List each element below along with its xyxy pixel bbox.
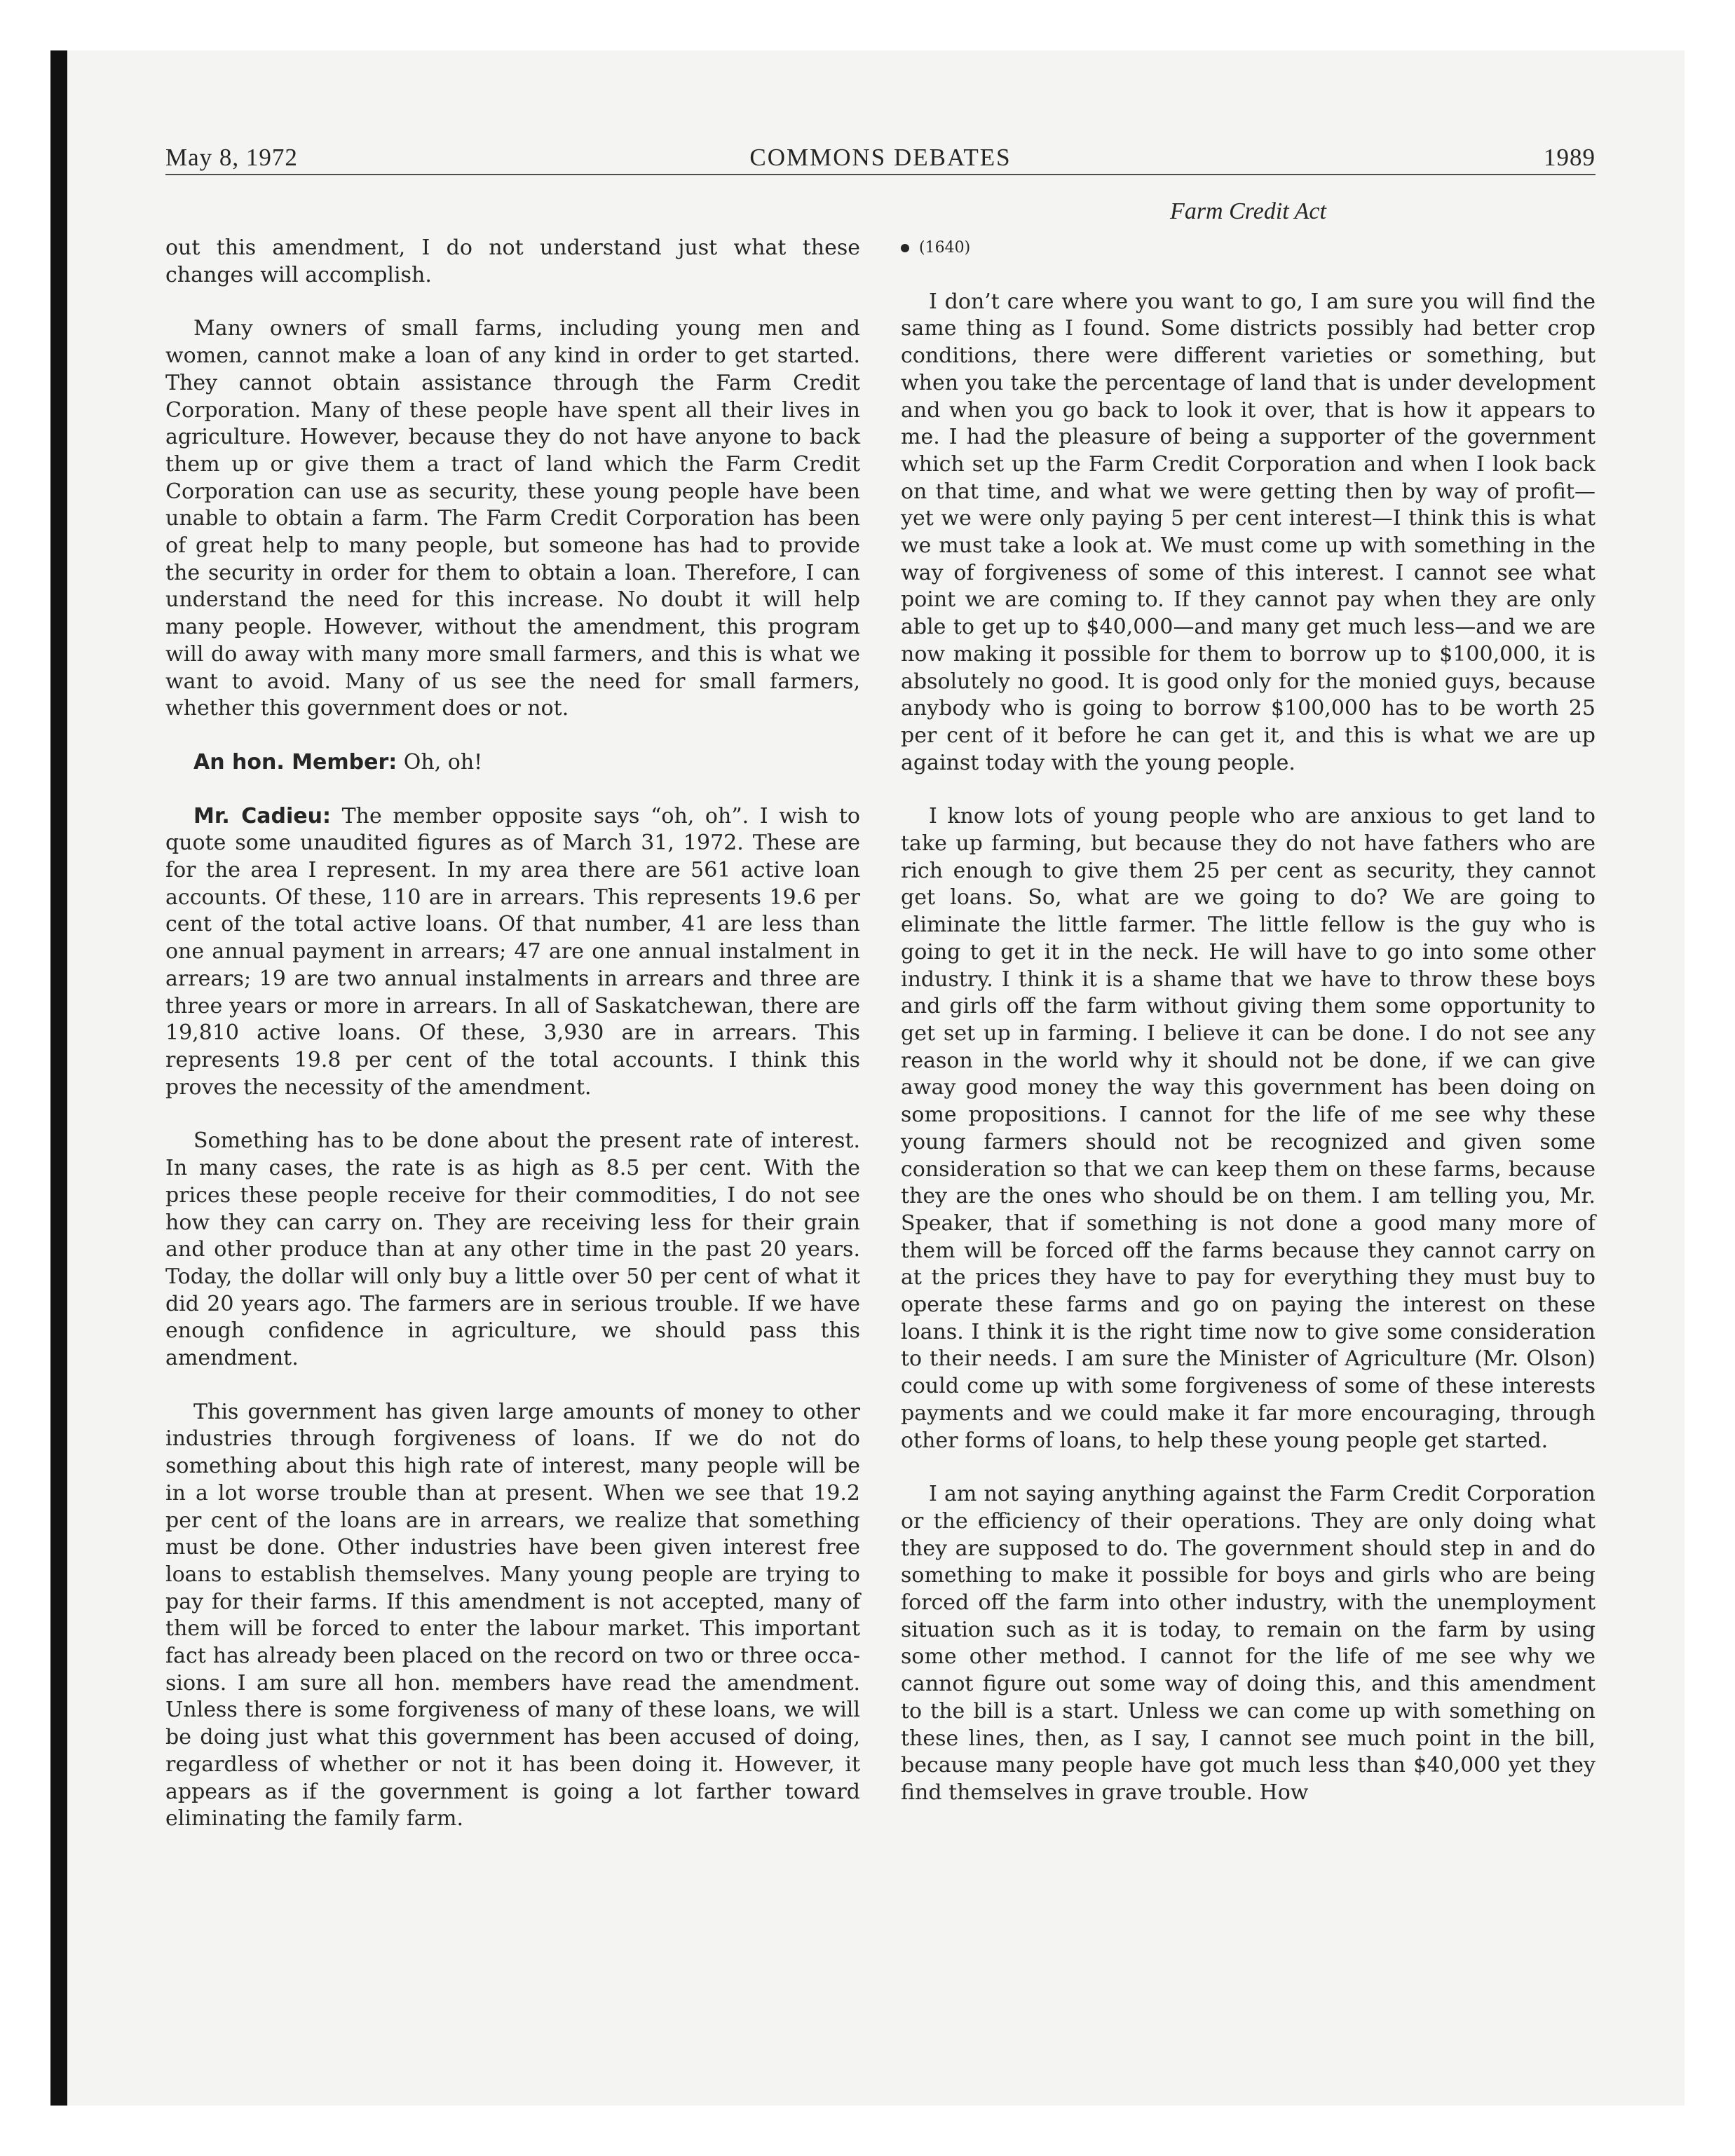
binding-edge-shadow bbox=[50, 50, 67, 2106]
left-column bbox=[165, 235, 860, 1860]
speech-interjection bbox=[165, 749, 860, 777]
header-date: May 8, 1972 bbox=[165, 144, 298, 171]
speech-text: The member opposite says “oh, oh”. I wish to quote some unaudited figures as of March 31, 1972. These are for the area I represent. In my area there are 561 active loan accounts. Of these, 110 are in arrears. This represents 19.6 per cent of the total active loans. Of that number, 41 are less than one annual payment in arrears; 47 are one annual instalment in arrears; 19 are two annual instalments in arrears and three are three years or more in arrears. In all of Saskatchewan, there are 19,810 active loans. Of these, 3,930 are in arrears. This represents 19.8 per cent of the total accounts. I think this proves the necessity of the amendment. bbox=[165, 803, 860, 1100]
time-marker bbox=[901, 235, 1595, 262]
paragraph: Many owners of small farms, including young men and women, cannot make a loan of any kind in order to get started. They cannot obtain assistance through the Farm Credit Corporation. Many of these people have spent all their lives in agriculture. However, because they do not have anyone to back them up or give them a tract of land which the Farm Credit Corporation can use as security, these young people have been unable to obtain a farm. The Farm Credit Corporation has been of great help to many people, but someone has had to provide the security in order for them to obtain a loan. Therefore, I can understand the need for this increase. No doubt it will help many people. However, without the amendment, this program will do away with many more small farmers, and this is what we want to avoid. Many of us see the need for small farmers, whether this government does or not. bbox=[165, 316, 860, 721]
publication-title: COMMONS DEBATES bbox=[749, 144, 1012, 171]
speech-text: Oh, oh! bbox=[397, 749, 483, 775]
paragraph: Something has to be done about the present rate of interest. In many cases, the rate is as high as 8.5 per cent. With the prices these people receive for their commodities, I do not see how they can carry on. They are receiving less for their grain and other produce than at any other time in the past 20 years. Today, the dollar will only buy a little over 50 per cent of what it did 20 years ago. The farmers are in serious trouble. If we have enough confidence in agriculture, we should pass this amendment. bbox=[165, 1128, 860, 1371]
paragraph: This government has given large amounts of money to other industries through forgiveness of loans. If we do not do something about this high rate of interest, many people will be in a lot worse trouble than at present. When we see that 19.2 per cent of the loans are in arrears, we realize that something must be done. Other industries have been given interest free loans to establish themselves. Many young people are trying to pay for their farms. If this amendment is not accepted, many of them will be forced to enter the labour market. This important fact has already been placed on the record on two or three occasions. I am sure all hon. members have read the amendment. Unless there is some forgiveness of many of these loans, we will be doing just what this government has been accused of doing, regardless of whether or not it has been doing it. However, it appears as if the government is going a lot farther toward eliminating the family farm. bbox=[165, 1399, 860, 1831]
bullet-icon bbox=[901, 244, 909, 252]
paragraph: I don’t care where you want to go, I am sure you will find the same thing as I found. Some districts possibly had better crop conditions, there were different varieties or something, but when you take the percentage of land that is under development and when you go back to look it over, that is how it appears to me. I had the pleasure of being a supporter of the government which set up the Farm Credit Corporation and when I look back on that time, and what we were getting then by way of profit—yet we were only paying 5 per cent interest—I think this is what we must take a look at. We must come up with something in the way of forgiveness of some of this interest. I cannot see what point we are coming to. If they cannot pay when they are only able to get up to $40,000—and many get much less—and we are now making it possible for them to borrow up to $100,000, it is absolutely no good. It is good only for the monied guys, because anybody who is going to borrow $100,000 has to be worth 25 per cent of it before he can get it, and this is what we are up against today with the young people. bbox=[901, 289, 1595, 775]
paragraph: I am not saying anything against the Farm Credit Corporation or the efficiency of their operations. They are only doing what they are supposed to do. The government should step in and do something to make it possible for boys and girls who are being forced off the farm into other industry, with the unemployment situation such as it is today, to remain on the farm by using some other method. I cannot for the life of me see why we cannot figure out some way of doing this, and this amendment to the bill is a start. Unless we can come up with something on these lines, then, as I say, I cannot see much point in the bill, because many people have got much less than $40,000 yet they find themselves in grave trouble. How bbox=[901, 1482, 1595, 1805]
speaker-name: Mr. Cadieu: bbox=[193, 803, 332, 828]
header-rule bbox=[165, 174, 1595, 175]
speaker-name: An hon. Member: bbox=[193, 749, 397, 775]
paragraph: out this amendment, I do not understand just what these changes will accomplish. bbox=[165, 236, 860, 287]
page-number: 1989 bbox=[1544, 144, 1595, 171]
running-head: Farm Credit Act bbox=[1170, 198, 1326, 224]
speech-paragraph bbox=[165, 803, 860, 1102]
time-marker-text: (1640) bbox=[919, 239, 971, 257]
right-column bbox=[901, 235, 1595, 1834]
paragraph: I know lots of young people who are anxious to get land to take up farming, but because they do not have fathers who are rich enough to give them 25 per cent as security, they cannot get loans. So, what are we going to do? We are going to eliminate the little farmer. The little fellow is the guy who is going to get it in the neck. He will have to go into some other industry. I think it is a shame that we have to throw these boys and girls off the farm without giving them some opportunity to get set up in farming. I believe it can be done. I do not see any reason in the world why it should not be done, if we can give away good money the way this government has been doing on some propositions. I cannot for the life of me see why these young farmers should not be recognized and given some consideration so that we can keep them on these farms, because they are the ones who should be on them. I am telling you, Mr. Speaker, that if something is not done a good many more of them will be forced off the farms because they cannot carry on at the prices they have to pay for everything they must buy to operate these farms and go on paying the interest on these loans. I think it is the right time now to give some consideration to their needs. I am sure the Minister of Agriculture (Mr. Olson) could come up with some forgiveness of some of these interests payments and we could make it far more encouraging, through other forms of loans, to help these young people get started. bbox=[901, 804, 1595, 1453]
